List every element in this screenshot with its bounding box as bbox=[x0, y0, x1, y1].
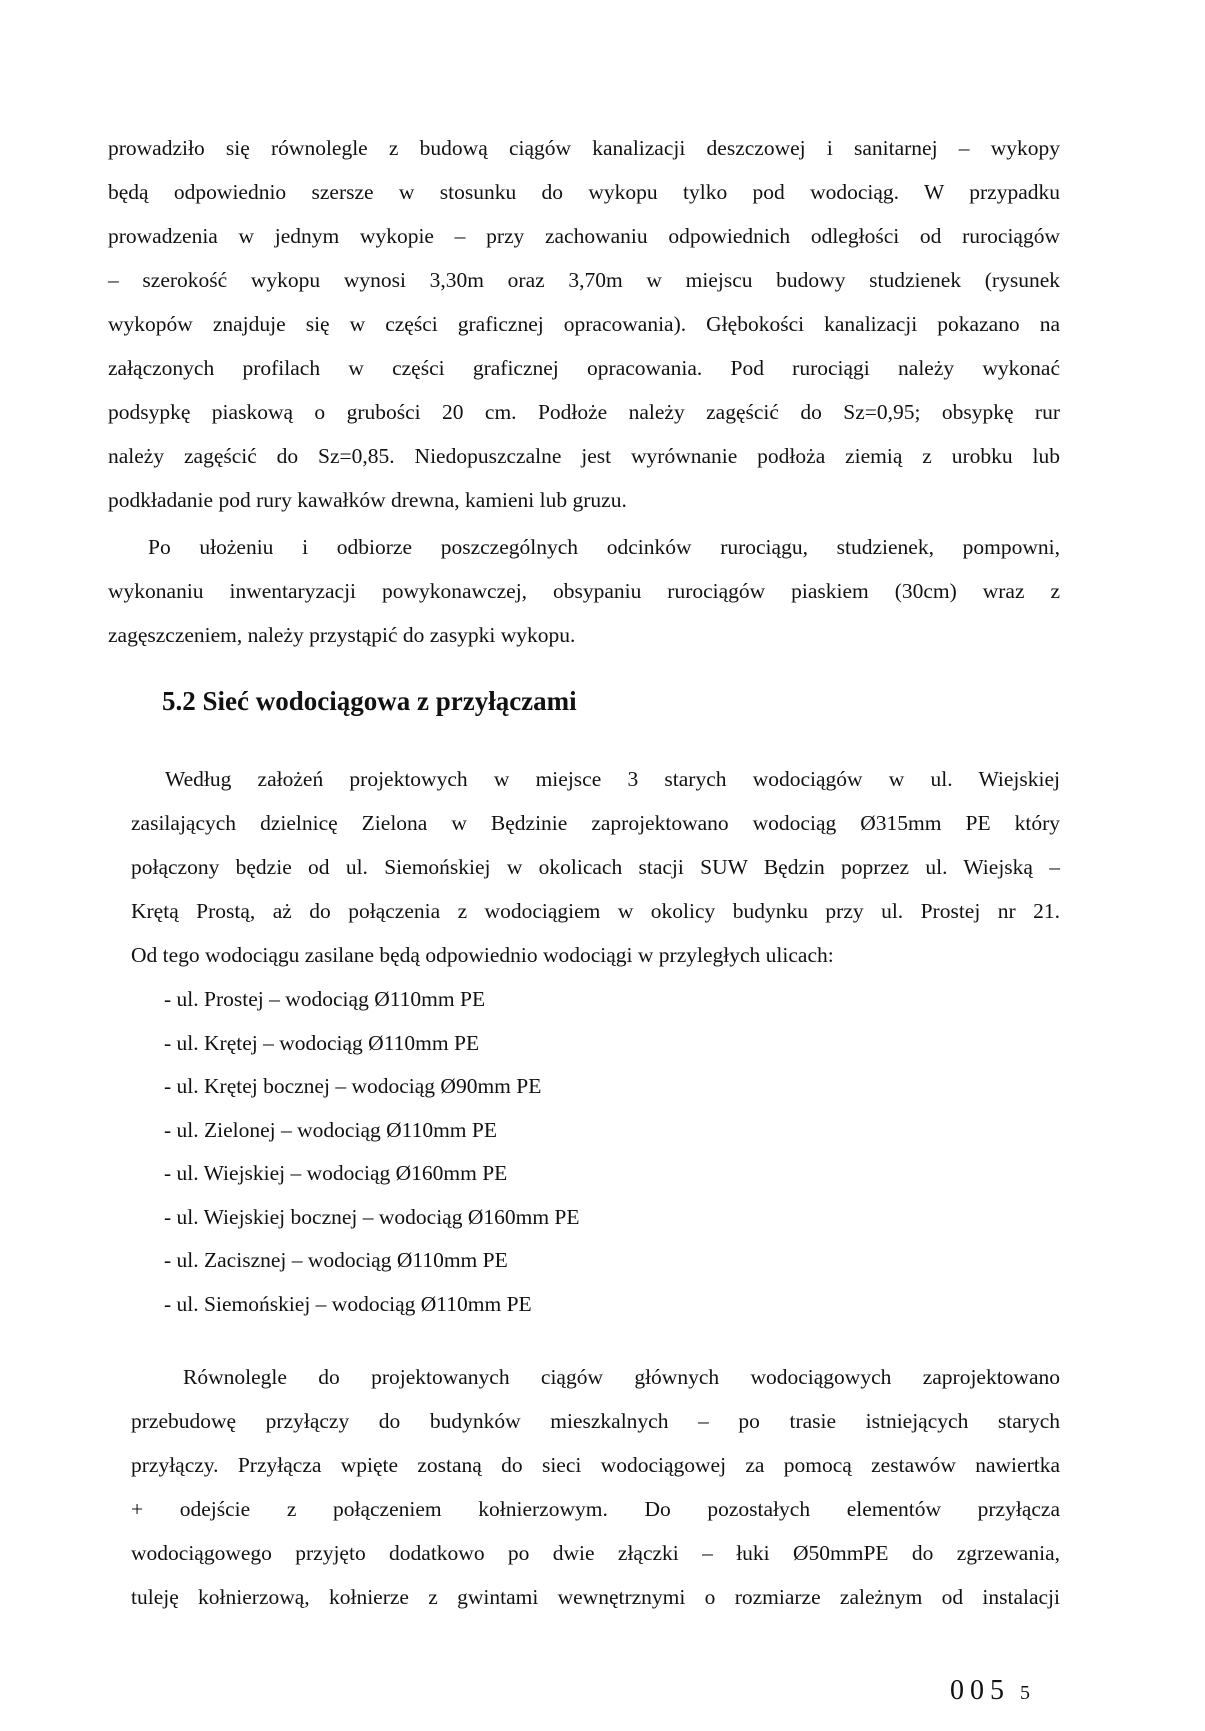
text-line: zasilających dzielnicę Zielona w Będzinie zaprojektowano wodociąg Ø315mm PE który bbox=[131, 811, 1060, 835]
list-item: - ul. Krętej – wodociąg Ø110mm PE bbox=[164, 1030, 480, 1055]
page-index: 5 bbox=[1020, 1682, 1030, 1704]
text-line: przebudowę przyłączy do budynków mieszkalnych – po trasie istniejących starych bbox=[131, 1409, 1060, 1433]
text-line: prowadzenia w jednym wykopie – przy zachowaniu odpowiednich odległości od rurociągów bbox=[108, 224, 1060, 248]
street-pipe-list bbox=[164, 978, 580, 1326]
text-line: wodociągowego przyjęto dodatkowo po dwie złączki – łuki Ø50mmPE do zgrzewania, bbox=[131, 1541, 1060, 1565]
text-line: zagęszczeniem, należy przystąpić do zasypki wykopu. bbox=[108, 623, 576, 647]
text-line: połączony będzie od ul. Siemońskiej w okolicach stacji SUW Będzin poprzez ul. Wiejską – bbox=[131, 855, 1060, 879]
paragraph-backfill bbox=[108, 525, 1060, 657]
list-item: - ul. Krętej bocznej – wodociąg Ø90mm PE bbox=[164, 1074, 542, 1098]
text-line: Od tego wodociągu zasilane będą odpowiednio wodociągi w przyległych ulicach: bbox=[131, 943, 834, 967]
list-item: - ul. Zacisznej – wodociąg Ø110mm PE bbox=[164, 1248, 508, 1272]
text-line: Według założeń projektowych w miejsce 3 starych wodociągów w ul. Wiejskiej bbox=[165, 767, 1060, 791]
text-line: wykonaniu inwentaryzacji powykonawczej, obsypaniu rurociągów piaskiem (30cm) wraz z bbox=[108, 579, 1060, 603]
page-stamp: 005 bbox=[950, 1675, 1010, 1706]
list-item: - ul. Wiejskiej bocznej – wodociąg Ø160mm PE bbox=[164, 1204, 580, 1229]
text-line: przyłączy. Przyłącza wpięte zostaną do sieci wodociągowej za pomocą zestawów nawiertka bbox=[131, 1453, 1060, 1477]
text-line: + odejście z połączeniem kołnierzowym. Do pozostałych elementów przyłącza bbox=[131, 1497, 1060, 1521]
text-line: załączonych profilach w części graficznej opracowania. Pod rurociągi należy wykonać bbox=[108, 356, 1060, 380]
paragraph-connections bbox=[131, 1355, 1060, 1619]
text-line: podkładanie pod rury kawałków drewna, kamieni lub gruzu. bbox=[108, 488, 627, 512]
text-line: Równolegle do projektowanych ciągów głównych wodociągowych zaprojektowano bbox=[183, 1365, 1060, 1389]
text-line: – szerokość wykopu wynosi 3,30m oraz 3,70m w miejscu budowy studzienek (rysunek bbox=[108, 268, 1060, 292]
text-line: tuleję kołnierzową, kołnierze z gwintami wewnętrznymi o rozmiarze zależnym od instalacji bbox=[131, 1585, 1060, 1609]
list-item: - ul. Wiejskiej – wodociąg Ø160mm PE bbox=[164, 1161, 508, 1185]
list-item: - ul. Siemońskiej – wodociąg Ø110mm PE bbox=[164, 1291, 532, 1316]
text-line: wykopów znajduje się w części graficznej opracowania). Głębokości kanalizacji pokazano na bbox=[108, 312, 1060, 336]
text-line: podsypkę piaskową o grubości 20 cm. Podłoże należy zagęścić do Sz=0,95; obsypkę rur bbox=[108, 400, 1060, 424]
paragraph-water-main bbox=[131, 757, 1060, 977]
text-line: prowadziło się równolegle z budową ciągów kanalizacji deszczowej i sanitarnej – wykopy bbox=[108, 136, 1060, 160]
text-line: Po ułożeniu i odbiorze poszczególnych odcinków rurociągu, studzienek, pompowni, bbox=[148, 535, 1060, 559]
list-item: - ul. Prostej – wodociąg Ø110mm PE bbox=[164, 987, 486, 1011]
text-line: Krętą Prostą, aż do połączenia z wodociągiem w okolicy budynku przy ul. Prostej nr 21. bbox=[131, 899, 1060, 923]
list-item: - ul. Zielonej – wodociąg Ø110mm PE bbox=[164, 1117, 497, 1142]
paragraph-excavation bbox=[108, 126, 1060, 522]
page-number bbox=[950, 1675, 1030, 1707]
text-line: będą odpowiednio szersze w stosunku do wykopu tylko pod wodociąg. W przypadku bbox=[108, 180, 1060, 204]
section-heading: 5.2 Sieć wodociągowa z przyłączami bbox=[162, 686, 577, 716]
text-line: należy zagęścić do Sz=0,85. Niedopuszczalne jest wyrównanie podłoża ziemią z urobku lub bbox=[108, 444, 1060, 468]
